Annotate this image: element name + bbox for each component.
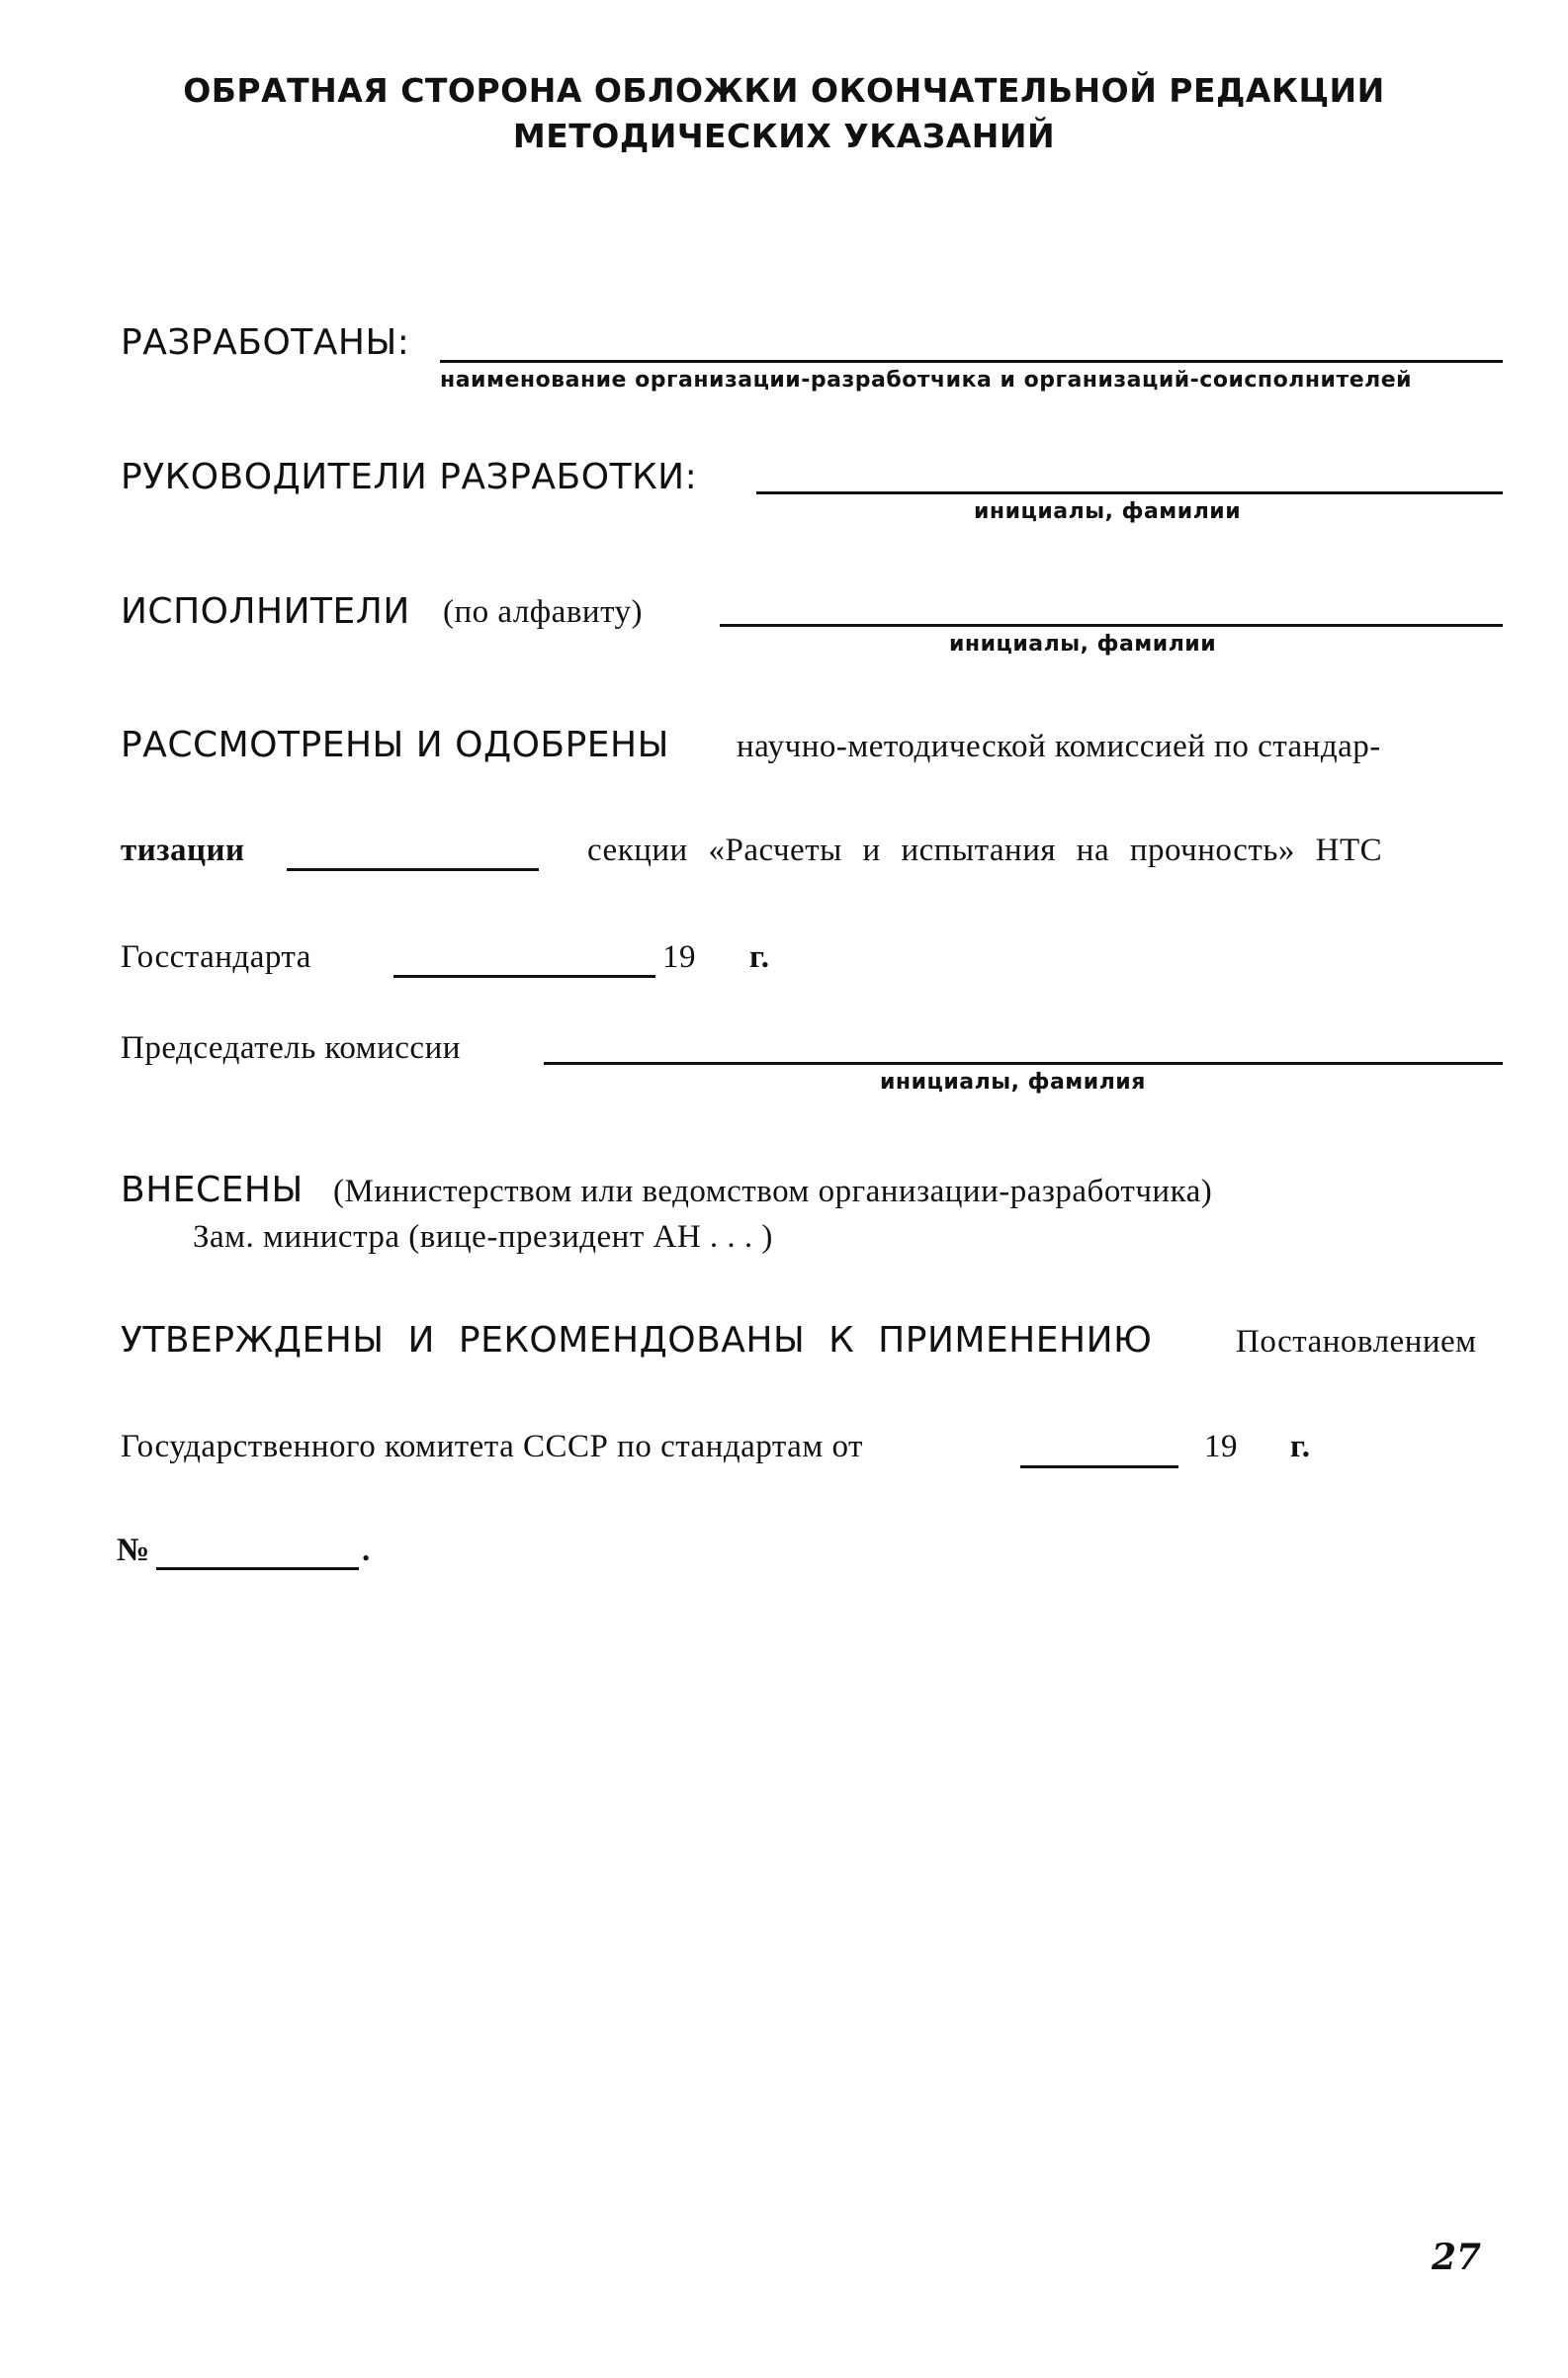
approved-year-suffix: г. bbox=[1290, 1429, 1311, 1464]
executors-label: ИСПОЛНИТЕЛИ bbox=[121, 591, 410, 632]
submitted-text: (Министерством или ведомством организации-разработчика) bbox=[333, 1174, 1213, 1209]
chairman-caption: инициалы, фамилия bbox=[880, 1070, 1146, 1095]
section-fill-line bbox=[287, 868, 539, 871]
leaders-fill-line bbox=[756, 491, 1503, 494]
approved-text-line1: Постановлением bbox=[1236, 1324, 1477, 1360]
leaders-label: РУКОВОДИТЕЛИ РАЗРАБОТКИ: bbox=[121, 457, 698, 497]
reviewed-text-line1: научно-методической комиссией по стандар- bbox=[737, 729, 1381, 764]
developed-label: РАЗРАБОТАНЫ: bbox=[121, 322, 410, 363]
reviewed-text-line2-end: секции «Расчеты и испытания на прочность» НТС bbox=[587, 833, 1383, 868]
chairman-fill-line bbox=[544, 1062, 1503, 1065]
reviewed-label: РАССМОТРЕНЫ И ОДОБРЕНЫ bbox=[121, 725, 669, 765]
executors-fill-line bbox=[720, 624, 1503, 627]
page-number: 27 bbox=[1432, 2237, 1482, 2278]
chairman-label: Председатель комиссии bbox=[121, 1030, 461, 1066]
developed-fill-line bbox=[440, 360, 1503, 363]
executors-caption: инициалы, фамилии bbox=[949, 632, 1217, 657]
approved-date-fill-line bbox=[1020, 1465, 1178, 1468]
header-title-line2: МЕТОДИЧЕСКИХ УКАЗАНИЙ bbox=[512, 117, 1056, 155]
approved-label: УТВЕРЖДЕНЫ И РЕКОМЕНДОВАНЫ К ПРИМЕНЕНИЮ bbox=[121, 1320, 1153, 1361]
number-sign: № bbox=[117, 1533, 150, 1568]
number-fill-line bbox=[156, 1567, 359, 1570]
developed-caption: наименование организации-разработчика и организаций-соисполнителей bbox=[440, 368, 1413, 393]
reviewed-text-line3-start: Госстандарта bbox=[121, 939, 311, 975]
date-fill-line bbox=[393, 975, 655, 978]
approved-year: 19 bbox=[1204, 1429, 1238, 1464]
header-title-line1: ОБРАТНАЯ СТОРОНА ОБЛОЖКИ ОКОНЧАТЕЛЬНОЙ РЕДАКЦИИ bbox=[183, 71, 1385, 110]
reviewed-year: 19 bbox=[662, 939, 696, 975]
number-suffix: . bbox=[362, 1533, 371, 1568]
reviewed-text-line2-start: тизации bbox=[121, 833, 245, 868]
reviewed-year-suffix: г. bbox=[749, 939, 770, 975]
leaders-caption: инициалы, фамилии bbox=[974, 499, 1242, 524]
executors-note: (по алфавиту) bbox=[443, 594, 644, 630]
submitted-deputy: Зам. министра (вице-президент АН . . . ) bbox=[193, 1219, 773, 1255]
submitted-label: ВНЕСЕНЫ bbox=[121, 1170, 304, 1210]
approved-text-line2-start: Государственного комитета СССР по стандартам от bbox=[121, 1429, 863, 1464]
